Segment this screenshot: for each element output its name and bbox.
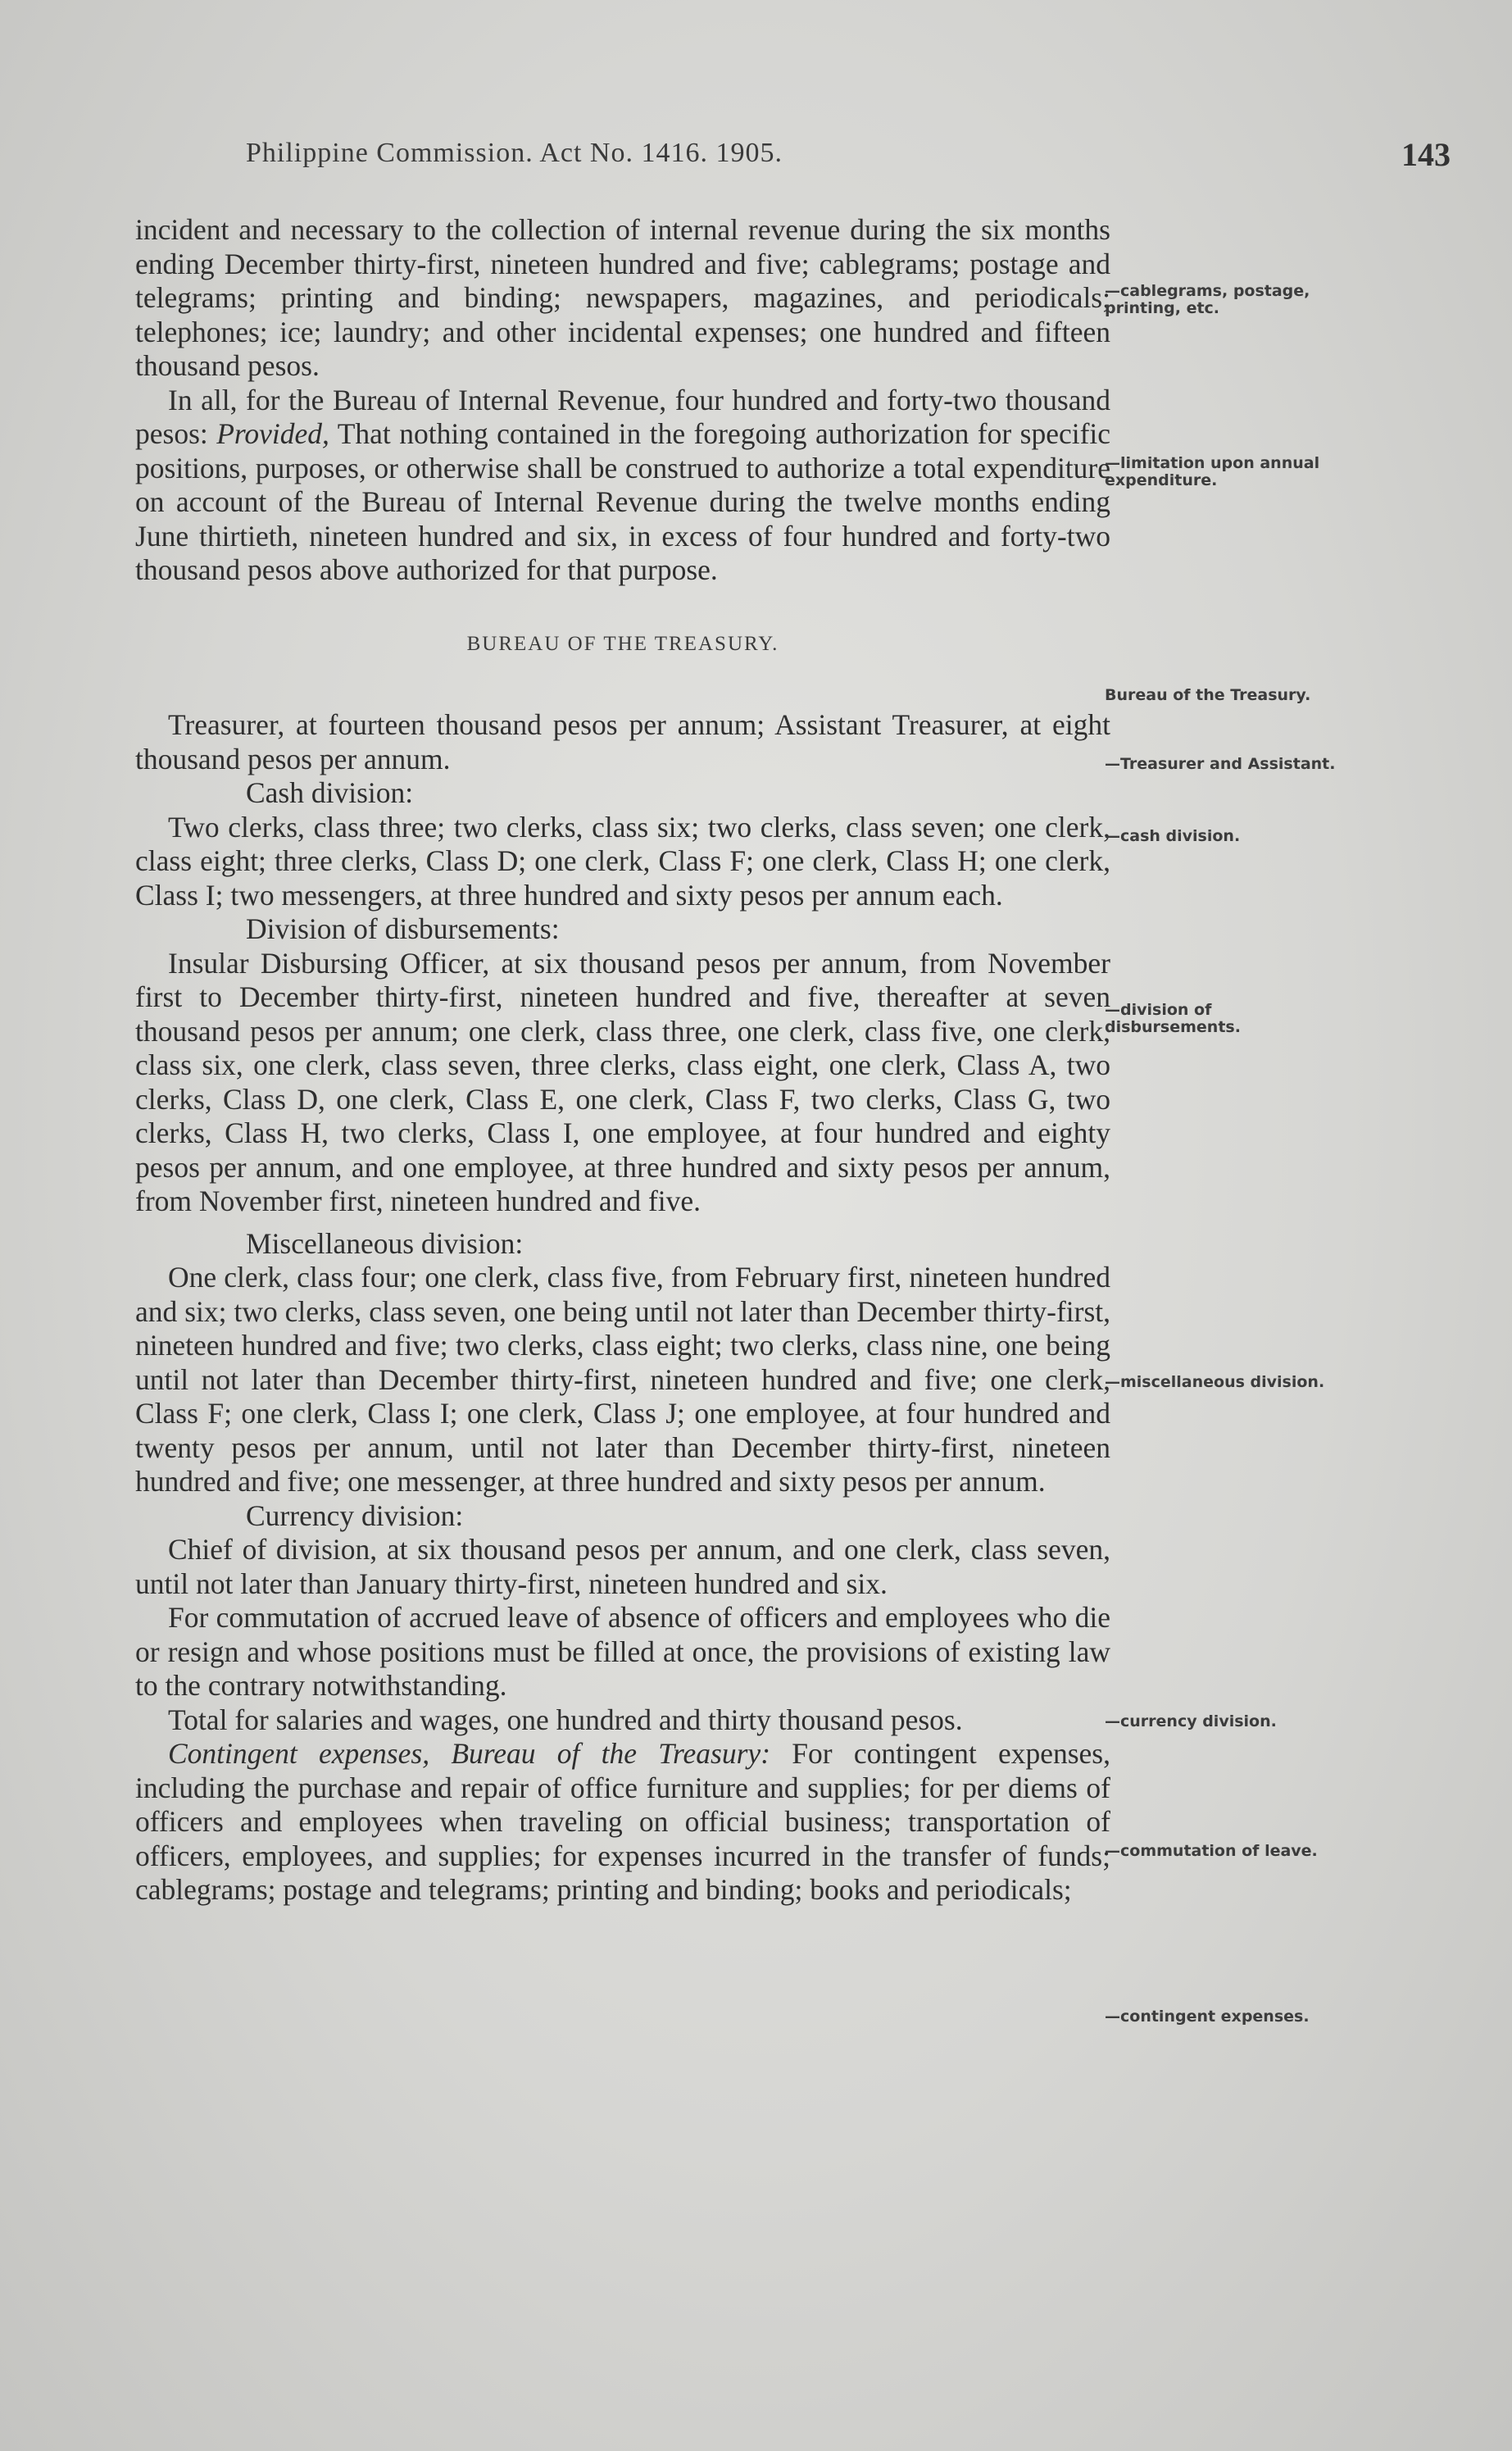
miscellaneous-heading: Miscellaneous division: [246,1226,524,1260]
margin-note-miscellaneous: —miscellaneous division. [1105,1373,1325,1391]
paragraph-miscellaneous: One clerk, class four; one clerk, class five, from February first, nineteen hundred and six; two clerks, class seven, one being until not later than December thirty-first, nineteen hundred and five; two clerks, class eight; two clerks, class nine, one being until not later than December thirty-first, nineteen hundred and five; one clerk, Class F; one clerk, Class I; one clerk, Class J; one employee, at four hundred and twenty pesos per annum, until not later than December thirty-first, nineteen hundred and five; one messenger, at three hundred and sixty pesos per annum. [135,1261,1110,1498]
contingent-text: For contingent expenses, including the purchase and repair of office furniture and supplies; for per diems of officers and employees when traveling on official business; transportation of officers, employees, and supplies; for expenses incurred in the transfer of funds; cablegrams; postage and telegrams; printing and binding; books and periodicals; [135,1737,1110,1906]
margin-note-contingent: —contingent expenses. [1105,2008,1310,2026]
paragraph-contingent [135,1737,1110,1908]
margin-note-bureau: Bureau of the Treasury. [1105,686,1311,704]
margin-note-treasurer: —Treasurer and Assistant. [1105,755,1336,773]
paragraph-continuation: incident and necessary to the collection of internal revenue during the six months ending December thirty-first, nineteen hundred and five; cablegrams; postage and telegrams; printing and binding; newspapers, magazines, and periodicals; telephones; ice; laundry; and other incidental expenses; one hundred and fifteen thousand pesos. [135,213,1110,382]
margin-note-limitation: —limitation upon annual expenditure. [1105,454,1320,489]
contingent-heading: Contingent expenses, Bureau of the Treasury: [168,1737,771,1770]
margin-note-currency: —currency division. [1105,1712,1277,1730]
running-title: Philippine Commission. Act No. 1416. 1905. [246,138,783,168]
margin-note-commutation: —commutation of leave. [1105,1842,1318,1860]
paragraph-commutation: For commutation of accrued leave of absence of officers and employees who die or resign and whose positions must be filled at once, the provisions of existing law to the contrary notwithstanding. [135,1601,1110,1702]
page-number: 143 [1401,136,1451,173]
body-text [135,213,1110,1908]
paragraph-treasurer: Treasurer, at fourteen thousand pesos per annum; Assistant Treasurer, at eight thousand pesos per annum. [135,708,1110,775]
paragraph-total-internal-revenue [135,384,1110,588]
margin-note-cablegrams: —cablegrams, postage, printing, etc. [1105,282,1310,317]
cash-division-heading: Cash division: [246,776,414,809]
currency-heading: Currency division: [246,1498,464,1532]
margin-note-disbursements: —division of disbursements. [1105,1001,1241,1036]
paragraph-rest: That nothing contained in the foregoing authorization for specific positions, purposes, or otherwise shall be construed to authorize a total expenditure on account of the Bureau of Internal Revenue during the twelve months ending June thirtieth, nineteen hundred and six, in excess of four hundred and forty-two thousand pesos above authorized for that purpose. [135,417,1111,586]
provided-keyword: Provided, [216,417,329,450]
paragraph-lead: In all, for the Bureau of Internal Revenue, four hundred and forty-two thousand pesos: [135,383,1110,450]
paragraph-disbursements: Insular Disbursing Officer, at six thousand pesos per annum, from November first to December thirty-first, nineteen hundred and five, thereafter at seven thousand pesos per annum; one clerk, class three, one clerk, class five, one clerk, class six, one clerk, class seven, three clerks, class eight, one clerk, Class A, two clerks, Class D, one clerk, Class E, one clerk, Class F, two clerks, Class G, two clerks, Class H, two clerks, Class I, one employee, at four hundred and eighty pesos per annum, and one employee, at three hundred and sixty pesos per annum, from November first, nineteen hundred and five. [135,946,1110,1217]
paragraph-currency: Chief of division, at six thousand pesos per annum, and one clerk, class seven, until not later than January thirty-first, nineteen hundred and six. [135,1533,1110,1600]
section-heading: BUREAU OF THE TREASURY. [466,632,779,655]
disbursements-heading: Division of disbursements: [246,912,560,945]
paragraph-cash-division: Two clerks, class three; two clerks, class six; two clerks, class seven; one clerk, class eight; three clerks, Class D; one clerk, Class F; one clerk, Class H; one clerk, Class I; two messengers, at three hundred and sixty pesos per annum each. [135,810,1110,912]
paragraph-total-salaries: Total for salaries and wages, one hundred and thirty thousand pesos. [168,1703,963,1736]
margin-note-cash: —cash division. [1105,827,1241,845]
